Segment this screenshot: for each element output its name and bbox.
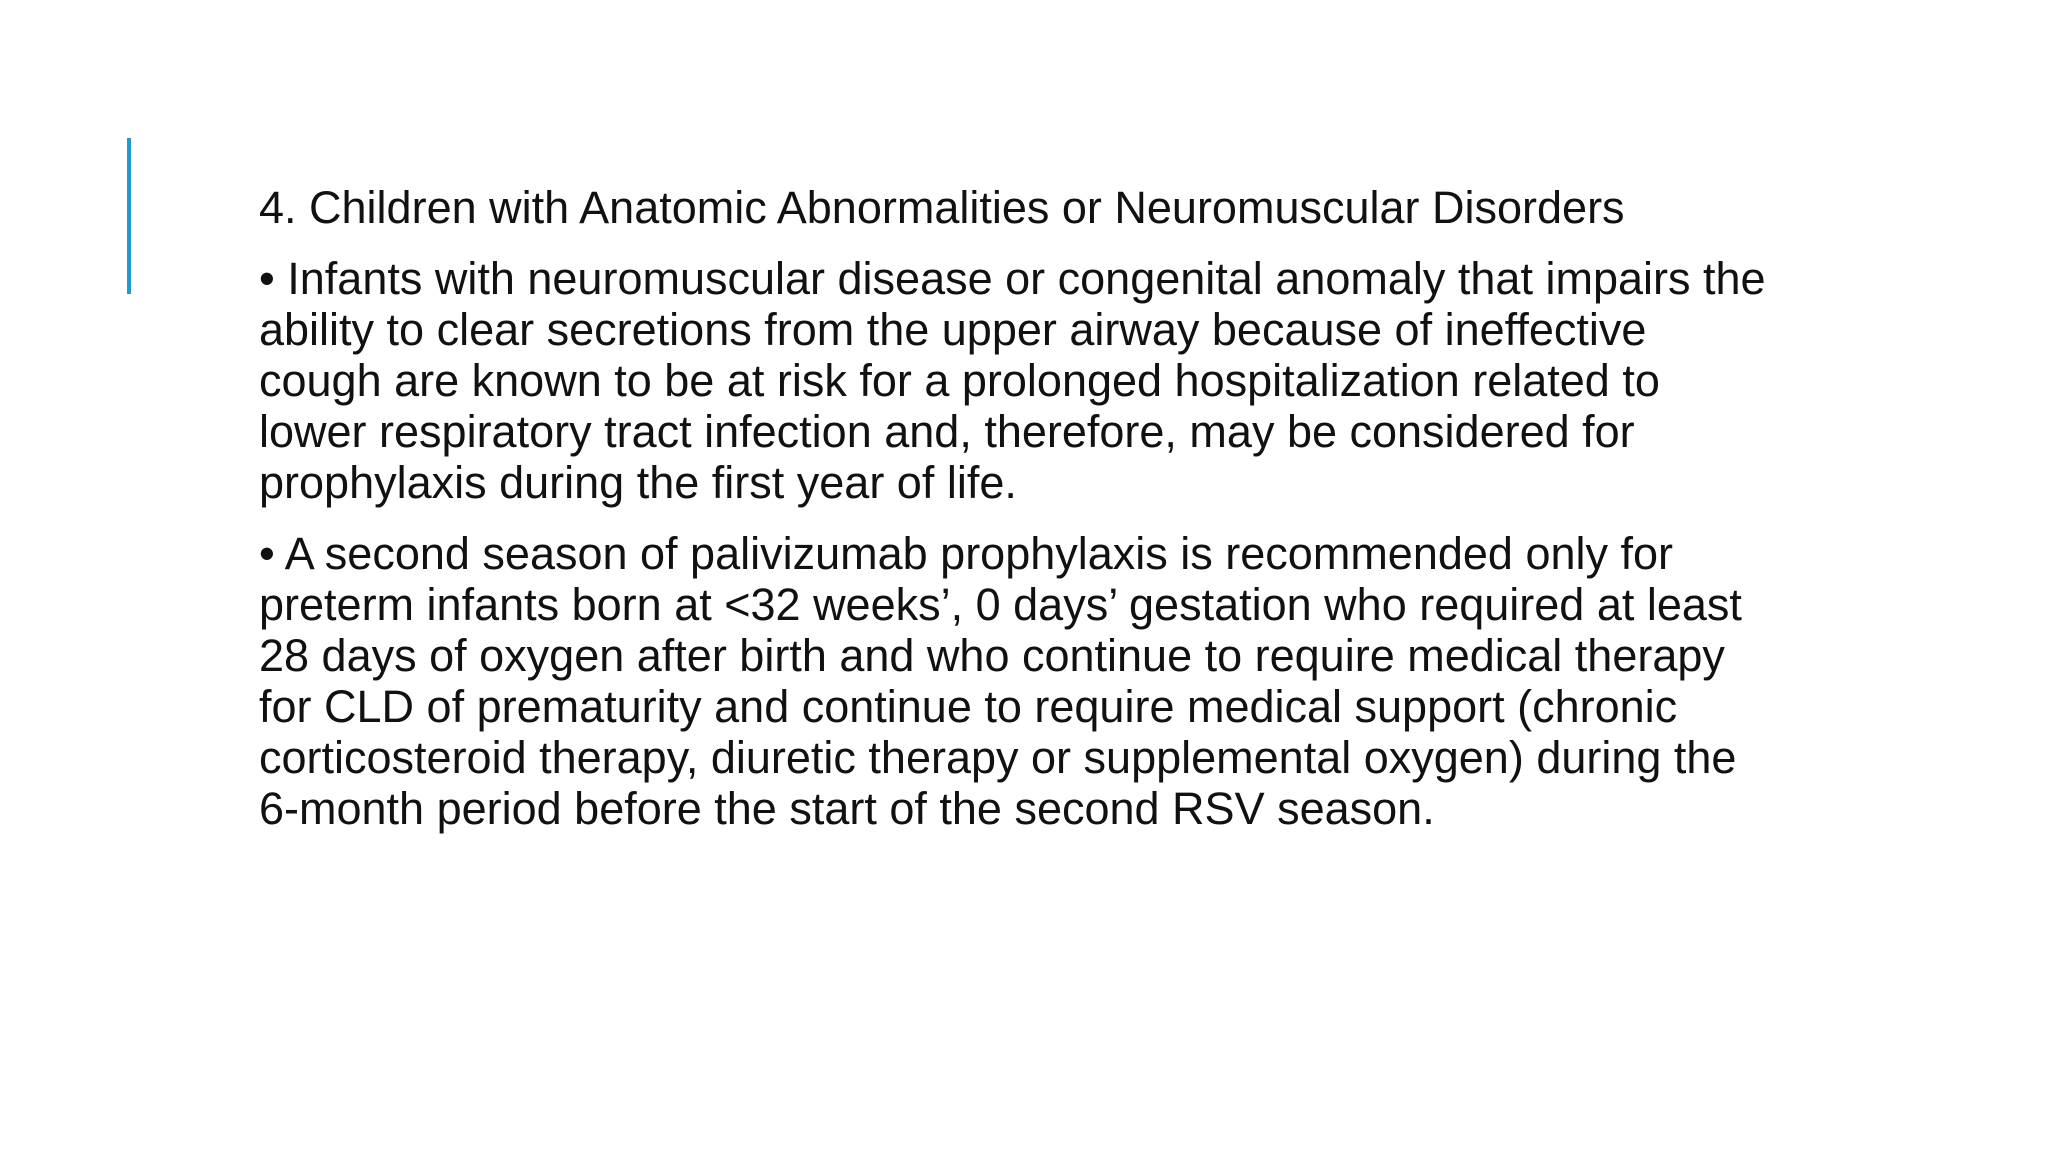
bullet-2-line-6: 6-month period before the start of the second RSV season. <box>259 783 1435 834</box>
bullet-2-line-4: for CLD of prematurity and continue to require medical support (chronic <box>259 681 1678 732</box>
slide-content <box>259 182 1879 854</box>
bullet-1-line-4: lower respiratory tract infection and, therefore, may be considered for <box>259 406 1635 457</box>
bullet-paragraph-1 <box>259 253 1879 508</box>
slide-heading: 4. Children with Anatomic Abnormalities or Neuromuscular Disorders <box>259 182 1625 233</box>
bullet-2-line-3: 28 days of oxygen after birth and who continue to require medical therapy <box>259 630 1725 681</box>
bullet-1-line-3: cough are known to be at risk for a prolonged hospitalization related to <box>259 355 1660 406</box>
bullet-1-line-1: • Infants with neuromuscular disease or congenital anomaly that impairs the <box>259 253 1766 304</box>
bullet-paragraph-2 <box>259 528 1879 834</box>
bullet-2-line-2: preterm infants born at <32 weeks’, 0 days’ gestation who required at least <box>259 579 1742 630</box>
bullet-2-line-5: corticosteroid therapy, diuretic therapy or supplemental oxygen) during the <box>259 732 1737 783</box>
bullet-2-line-1: • A second season of palivizumab prophylaxis is recommended only for <box>259 528 1674 579</box>
accent-bar <box>127 138 131 294</box>
bullet-1-line-2: ability to clear secretions from the upper airway because of ineffective <box>259 304 1647 355</box>
bullet-1-line-5: prophylaxis during the first year of life. <box>259 457 1017 508</box>
